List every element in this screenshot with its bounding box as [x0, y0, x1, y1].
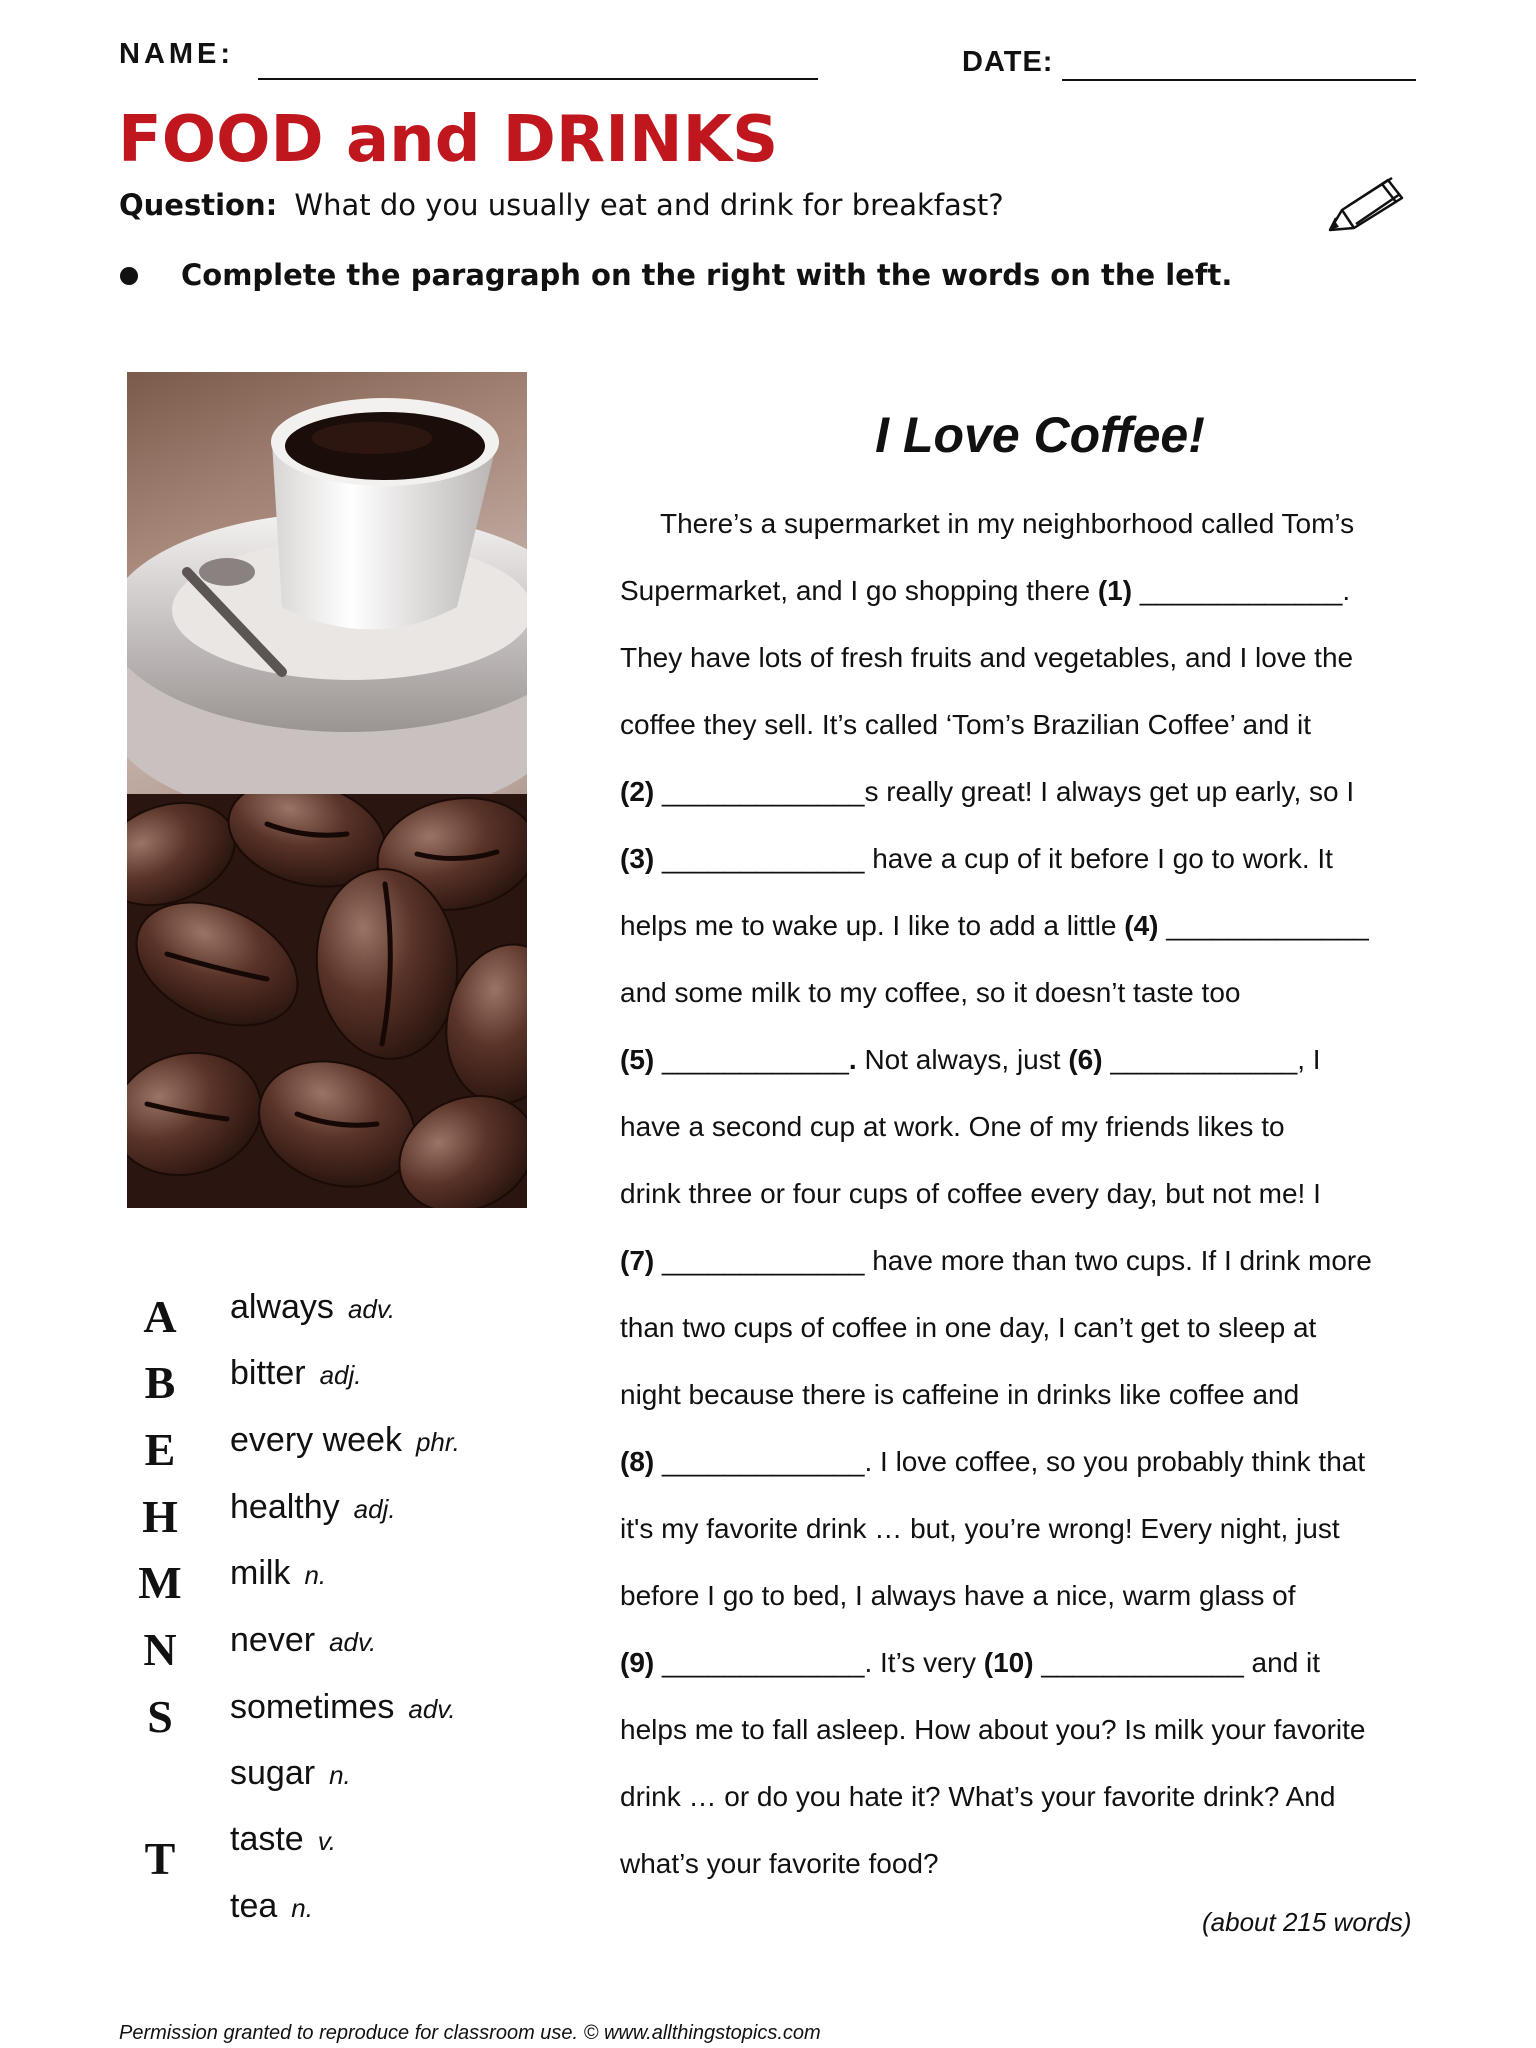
- story-line: (5) ____________. Not always, just (6) ____________, I: [620, 1044, 1321, 1075]
- story-line: (7) _____________ have more than two cups. If I drink more: [620, 1245, 1372, 1276]
- word-bank-letter: B: [144, 1357, 176, 1408]
- story-line: drink three or four cups of coffee every day, but not me! I: [620, 1178, 1321, 1209]
- word-bank-word: tea n.: [230, 1887, 313, 1925]
- word-bank-word: taste v.: [230, 1820, 337, 1858]
- pencil-icon: [1326, 174, 1408, 240]
- word-bank-word: every week phr.: [230, 1421, 460, 1459]
- word-bank-letter: M: [138, 1557, 182, 1608]
- story-line: before I go to bed, I always have a nice, warm glass of: [620, 1580, 1296, 1611]
- story-line: helps me to fall asleep. How about you? Is milk your favorite: [620, 1714, 1366, 1745]
- word-bank-word: sometimes adv.: [230, 1688, 456, 1726]
- blank-number: .: [848, 1044, 857, 1075]
- story-line: helps me to wake up. I like to add a little (4) _____________: [620, 910, 1369, 941]
- word-bank-word: bitter adj.: [230, 1354, 362, 1392]
- blank-number: (6): [1068, 1044, 1103, 1075]
- question: [119, 188, 1004, 222]
- word-bank-letter: N: [143, 1624, 177, 1675]
- blank-number: (3): [620, 843, 655, 874]
- blank-number: (8): [620, 1446, 655, 1477]
- word-bank-word: healthy adj.: [230, 1488, 396, 1526]
- question-label: Question:: [119, 188, 278, 222]
- instruction: Complete the paragraph on the right with the words on the left.: [181, 258, 1233, 292]
- story-line: drink … or do you hate it? What’s your favorite drink? And: [620, 1781, 1336, 1812]
- coffee-cup-photo: [127, 372, 527, 794]
- word-bank-letter: E: [144, 1424, 176, 1475]
- word-bank-word: always adv.: [230, 1288, 396, 1326]
- blank-number: (9): [620, 1647, 655, 1678]
- story-line: and some milk to my coffee, so it doesn’t taste too: [620, 977, 1241, 1008]
- blank-number: (4): [1124, 910, 1159, 941]
- blank-number: (7): [620, 1245, 655, 1276]
- question-text: What do you usually eat and drink for breakfast?: [294, 188, 1004, 222]
- name-blank[interactable]: [258, 78, 818, 80]
- story-line: night because there is caffeine in drinks like coffee and: [620, 1379, 1300, 1410]
- word-count: (about 215 words): [1202, 1907, 1412, 1937]
- story-line: There’s a supermarket in my neighborhood called Tom’s: [660, 508, 1355, 539]
- word-bank-word: milk n.: [230, 1554, 327, 1592]
- bullet-icon: [120, 267, 138, 285]
- story-title: I Love Coffee!: [875, 407, 1205, 463]
- word-bank-word: sugar n.: [230, 1754, 351, 1792]
- story-line: (3) _____________ have a cup of it before I go to work. It: [620, 843, 1333, 874]
- blank-number: (10): [983, 1647, 1034, 1678]
- story-line: (2) _____________s really great! I always get up early, so I: [620, 776, 1355, 807]
- story-line: They have lots of fresh fruits and vegetables, and I love the: [620, 642, 1354, 673]
- page-title: FOOD and DRINKS: [118, 103, 779, 177]
- story-line: (9) _____________. It’s very (10) _____________ and it: [620, 1647, 1321, 1678]
- word-bank-letter: S: [147, 1691, 173, 1742]
- story-line: Supermarket, and I go shopping there (1) _____________.: [620, 575, 1351, 606]
- footer-permission: Permission granted to reproduce for classroom use. © www.allthingstopics.com: [119, 2022, 821, 2044]
- blank-number: (2): [620, 776, 655, 807]
- coffee-beans-photo: [127, 794, 527, 1208]
- word-bank-letter: A: [143, 1291, 177, 1342]
- name-label: NAME:: [119, 38, 235, 70]
- word-bank-letter: T: [144, 1833, 176, 1884]
- blank-number: (5): [620, 1044, 655, 1075]
- date-label: DATE:: [962, 46, 1054, 78]
- story-line: what’s your favorite food?: [620, 1848, 939, 1879]
- story-line: have a second cup at work. One of my friends likes to: [620, 1111, 1285, 1142]
- word-bank-word: never adv.: [230, 1621, 377, 1659]
- story-line: coffee they sell. It’s called ‘Tom’s Brazilian Coffee’ and it: [620, 709, 1312, 740]
- story-line: than two cups of coffee in one day, I can’t get to sleep at: [620, 1312, 1317, 1343]
- date-blank[interactable]: [1062, 79, 1416, 81]
- story-line: (8) _____________. I love coffee, so you probably think that: [620, 1446, 1366, 1477]
- blank-number: (1): [1097, 575, 1133, 606]
- word-bank-letter: H: [142, 1491, 178, 1542]
- story-line: it's my favorite drink … but, you’re wrong! Every night, just: [620, 1513, 1340, 1544]
